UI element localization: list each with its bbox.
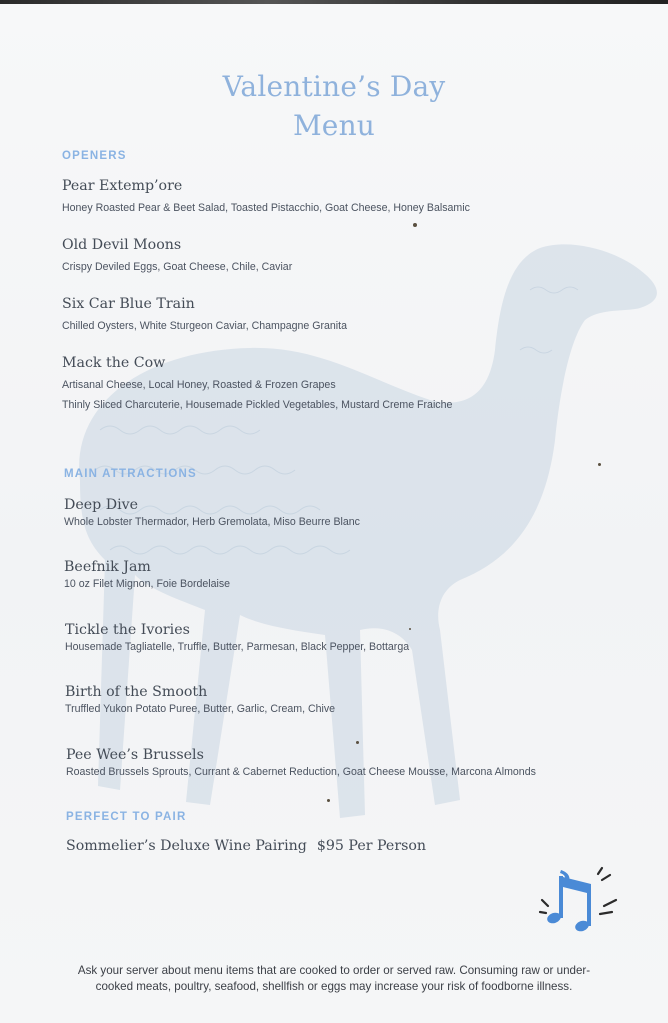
menu-item-description: Honey Roasted Pear & Beet Salad, Toasted Pistacchio, Goat Cheese, Honey Balsamic [62, 202, 470, 214]
wine-pairing-price: $95 Per Person [316, 838, 427, 854]
wine-pairing-name: Sommelier’s Deluxe Wine Pairing [66, 838, 307, 854]
scan-speck [413, 223, 417, 227]
scan-speck [409, 628, 411, 630]
food-safety-disclaimer [0, 963, 668, 995]
menu-item-name: Tickle the Ivories [65, 622, 190, 638]
menu-item-name: Deep Dive [64, 497, 139, 513]
scan-speck [598, 463, 601, 466]
menu-item-name: Mack the Cow [62, 355, 166, 371]
menu-item-name: Six Car Blue Train [62, 296, 195, 312]
menu-item-description: Crispy Deviled Eggs, Goat Cheese, Chile, Caviar [62, 261, 293, 273]
menu-item-name: Beefnik Jam [64, 559, 151, 575]
menu-item-name: Pear Extemp’ore [62, 178, 183, 194]
wine-pairing-line [66, 838, 426, 854]
menu-item-description: Chilled Oysters, White Sturgeon Caviar, Champagne Granita [62, 320, 347, 332]
disclaimer-line1: Ask your server about menu items that are cooked to order or served raw. Consuming raw or under- [77, 964, 591, 977]
menu-item-description: Artisanal Cheese, Local Honey, Roasted & Frozen Grapes [62, 379, 336, 391]
menu-item-description: Housemade Tagliatelle, Truffle, Butter, Parmesan, Black Pepper, Bottarga [65, 641, 410, 653]
menu-title-line1: Valentine’s Day [222, 70, 446, 103]
section-heading-perfect-to-pair: PERFECT TO PAIR [66, 811, 187, 823]
scan-speck [356, 741, 359, 744]
scan-top-edge [0, 0, 668, 4]
menu-item-name: Old Devil Moons [62, 237, 182, 253]
menu-item-description: Whole Lobster Thermador, Herb Gremolata, Miso Beurre Blanc [64, 516, 360, 528]
scan-speck [327, 799, 330, 802]
menu-item-description: 10 oz Filet Mignon, Foie Bordelaise [64, 578, 231, 590]
music-notes-icon [538, 866, 620, 938]
menu-item-name: Pee Wee’s Brussels [66, 747, 204, 763]
menu-item-name: Birth of the Smooth [65, 684, 208, 700]
menu-item-description: Roasted Brussels Sprouts, Currant & Cabernet Reduction, Goat Cheese Mousse, Marcona Almonds [66, 766, 536, 778]
menu-item-description: Truffled Yukon Potato Puree, Butter, Garlic, Cream, Chive [65, 703, 336, 715]
disclaimer-line2: cooked meats, poultry, seafood, shellfish or eggs may increase your risk of foodborne illness. [95, 980, 573, 993]
menu-item-description: Thinly Sliced Charcuterie, Housemade Pickled Vegetables, Mustard Creme Fraiche [62, 399, 453, 411]
section-heading-main-attractions: MAIN ATTRACTIONS [64, 468, 197, 480]
menu-title-line2: Menu [292, 109, 376, 142]
section-heading-openers: OPENERS [62, 150, 127, 162]
